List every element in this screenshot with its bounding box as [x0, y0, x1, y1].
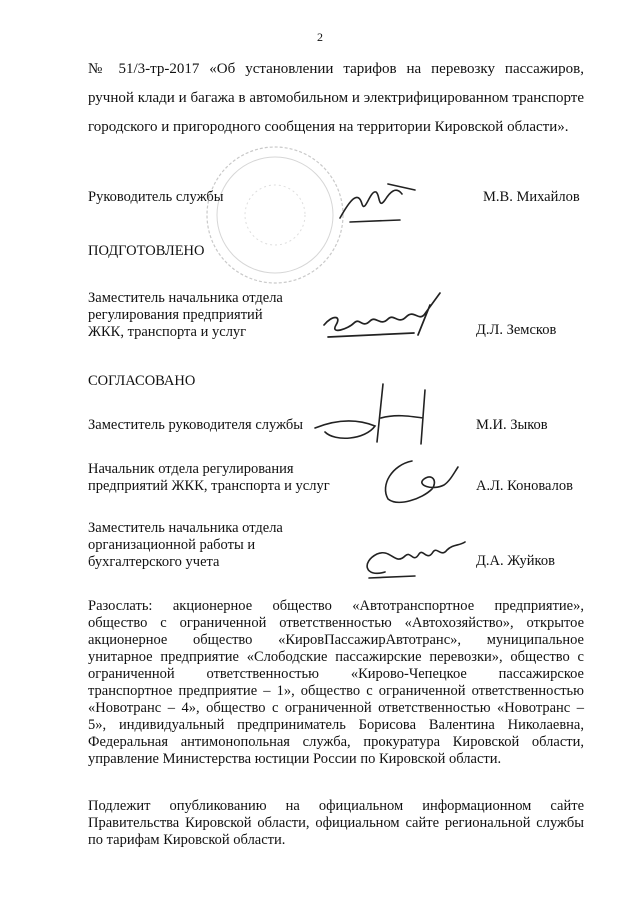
agreed-signer-3-title-line: бухгалтерского учета [88, 554, 220, 570]
distribution-line: Федеральная антимонопольная служба, прокуратура Кировской области, [88, 734, 584, 750]
prepared-heading: ПОДГОТОВЛЕНО [88, 243, 205, 259]
stamp-seal-image [200, 140, 350, 290]
distribution-line: общество с ограниченной ответственностью «Автохозяйство», открытое [88, 615, 584, 631]
agreed-signer-1-title: Заместитель руководителя службы [88, 417, 304, 433]
distribution-line: транспортное предприятие – 1», общество с ограниченной ответственностью [88, 683, 584, 699]
distribution-line: унитарное предприятие «Слободские пассажирские перевозки», общество с [88, 649, 584, 665]
agreed-signer-2-signature-image [372, 455, 462, 510]
publication-line: Правительства Кировской области, официальном сайте региональной службы [88, 815, 584, 831]
distribution-line: управление Министерства юстиции России по Кировской области. [88, 751, 502, 767]
agreed-signer-3-title [88, 520, 283, 571]
agreed-signer-1-signature-image [305, 380, 445, 455]
agreed-signer-3-name: Д.А. Жуйков [476, 553, 555, 569]
agreed-signer-3-signature-image [355, 532, 470, 587]
prepared-title-line: ЖКК, транспорта и услуг [88, 324, 247, 340]
distribution-line: «Новотранс – 4», общество с ограниченной ответственностью «Новотранс – [88, 700, 584, 716]
intro-paragraph: № 51/3-тр-2017 «Об установлении тарифов на перевозку пассажиров, ручной клади и багажа в автомобильном и электрифицированном транспорте городского и пригородного сообщения на территории Кировской области». [88, 61, 584, 135]
agreed-signer-1-name: М.И. Зыков [476, 417, 548, 433]
agreed-signer-3-title-line: Заместитель начальника отдела [88, 520, 283, 536]
distribution-paragraph [88, 598, 584, 768]
distribution-line: акционерное общество «КировПассажирАвтотранс», муниципальное [88, 632, 584, 648]
distribution-line: 5», индивидуальный предприниматель Борисова Валентина Николаевна, [88, 717, 584, 733]
agreed-signer-2-title-line: предприятий ЖКК, транспорта и услуг [88, 478, 330, 494]
distribution-line: ограниченной ответственностью «Кирово-Чепецкое пассажирское [88, 666, 584, 682]
agreed-signer-2-title [88, 461, 330, 495]
head-name: М.В. Михайлов [483, 189, 580, 205]
agreed-signer-2-title-line: Начальник отдела регулирования [88, 461, 294, 477]
head-title: Руководитель службы [88, 189, 224, 205]
agreed-heading: СОГЛАСОВАНО [88, 373, 196, 389]
distribution-line: Разослать: акционерное общество «Автотранспортное предприятие», [88, 598, 584, 614]
prepared-title-line: Заместитель начальника отдела [88, 290, 283, 306]
prepared-title-line: регулирования предприятий [88, 307, 263, 323]
prepared-name: Д.Л. Земсков [476, 322, 557, 338]
page-number: 2 [317, 30, 323, 44]
publication-line: Подлежит опубликованию на официальном информационном сайте [88, 798, 584, 814]
publication-paragraph [88, 798, 584, 849]
head-signature-image [330, 170, 420, 230]
prepared-title [88, 290, 283, 341]
publication-line: по тарифам Кировской области. [88, 832, 286, 848]
prepared-signature-image [318, 285, 458, 345]
agreed-signer-3-title-line: организационной работы и [88, 537, 256, 553]
agreed-signer-2-name: А.Л. Коновалов [476, 478, 573, 494]
